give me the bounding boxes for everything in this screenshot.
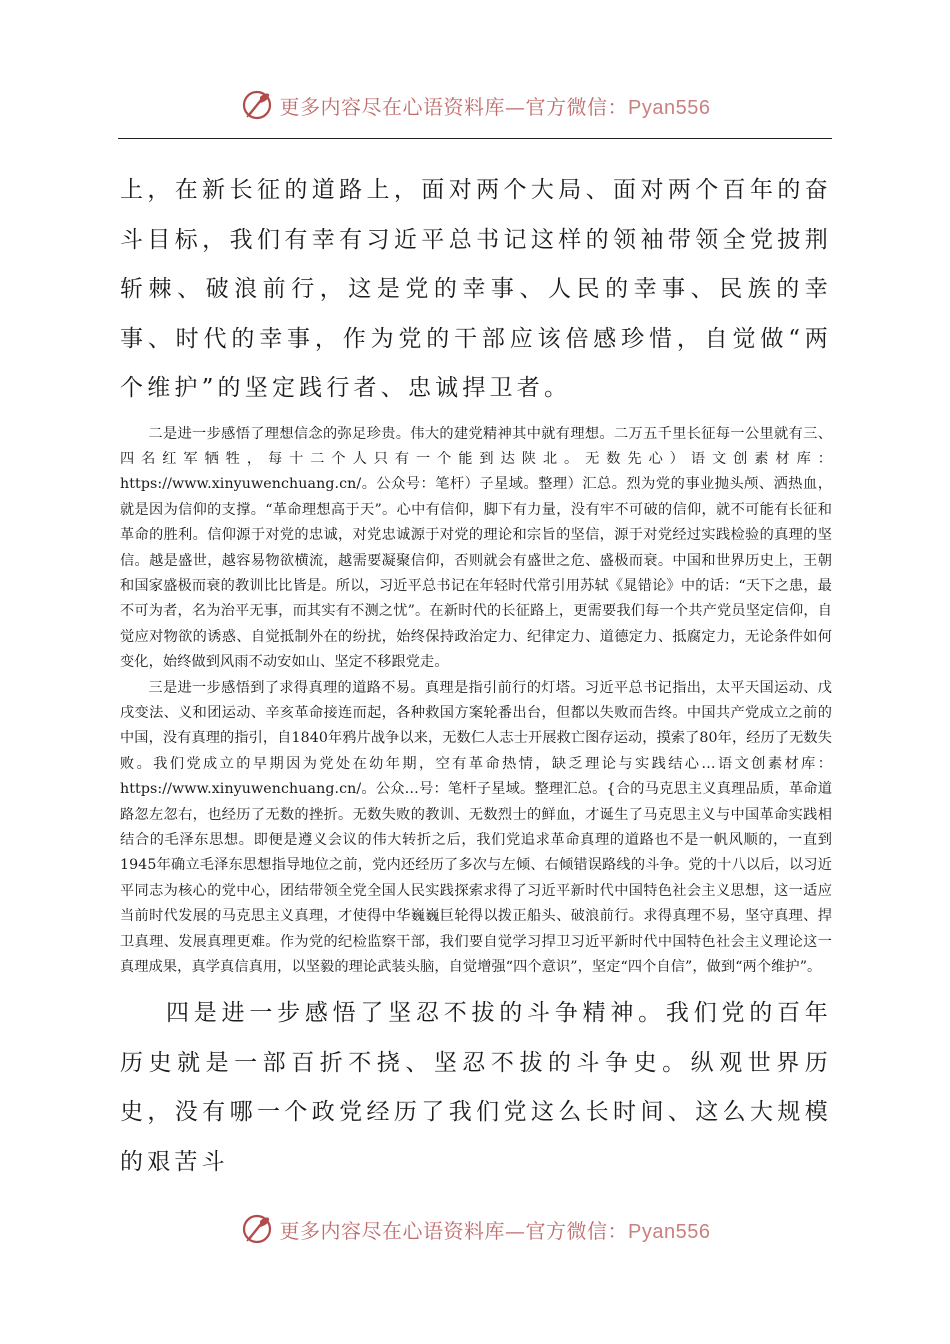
- paragraph-two: 二是进一步感悟了理想信念的弥足珍贵。伟大的建党精神其中就有理想。二万五千里长征每一公里就有三、四名红军牺牲，每十二个人只有一个能到达陕北。无数先心）语文创素材库：https://www.xinyuwenchuang.cn/。公众号：笔杆）子星域。整理）汇总。烈为党的事业抛头颅、洒热血，就是因为信仰的支撑。“革命理想高于天”。心中有信仰，脚下有力量，没有牢不可破的信仰，就不可能有长征和革命的胜利。信仰源于对党的忠诚，对党忠诚源于对党的理论和宗旨的坚信，源于对党经过实践检验的真理的坚信。越是盛世，越容易物欲横流，越需要凝聚信仰，否则就会有盛世之危、盛极而衰。中国和世界历史上，王朝和国家盛极而衰的教训比比皆是。所以，习近平总书记在年轻时代常引用苏轼《晁错论》中的话：“天下之患，最不可为者，名为治平无事，而其实有不测之忧”。在新时代的长征路上，更需要我们每一个共产党员坚定信仰，自觉应对物欲的诱惑、自觉抵制外在的纷扰，始终保持政治定力、纪律定力、道德定力、抵腐定力，无论条件如何变化，始终做到风雨不动安如山、坚定不移跟党走。: [120, 425, 832, 671]
- paragraph-intro: 上，在新长征的道路上，面对两个大局、面对两个百年的奋斗目标，我们有幸有习近平总书记这样的领袖带领全党披荆斩棘、破浪前行，这是党的幸事、人民的幸事、民族的幸事、时代的幸事，作为党的干部应该倍感珍惜，自觉做“两个维护”的坚定践行者、忠诚捍卫者。: [120, 177, 832, 401]
- header-divider: [118, 138, 832, 139]
- header-banner-text: 更多内容尽在心语资料库—官方微信：Pyan556: [279, 94, 711, 119]
- paragraph-three: 三是进一步感悟到了求得真理的道路不易。真理是指引前行的灯塔。习近平总书记指出，太平天国运动、戊戌变法、义和团运动、辛亥革命接连而起，各种救国方案轮番出台，但都以失败而告终。中国共产党成立之前的中国，没有真理的指引，自1840年鸦片战争以来，无数仁人志士开展救亡图存运动，摸索了80年，经历了无数失败。我们党成立的早期因为党处在幼年期，空有革命热情，缺乏理论与实践结心…语文创素材库：https://www.xinyuwenchuang.cn/。公众…号：笔杆子星域。整理汇总。{合的马克思主义真理品质，革命道路忽左忽右，也经历了无数的挫折。无数失败的教训、无数烈士的鲜血，才诞生了马克思主义与中国革命实践相结合的毛泽东思想。即便是遵义会议的伟大转折之后，我们党追求革命真理的道路也不是一帆风顺的，一直到1945年确立毛泽东思想指导地位之前，党内还经历了多次与左倾、右倾错误路线的斗争。党的十八以后，以习近平同志为核心的党中心，团结带领全党全国人民实践探索求得了习近平新时代中国特色社会主义思想，这一适应当前时代发展的马克思主义真理，才使得中华巍巍巨轮得以拨正船头、破浪前行。求得真理不易，坚守真理、捍卫真理、发展真理更难。作为党的纪检监察干部，我们要自觉学习捍卫习近平新时代中国特色社会主义理论这一真理成果，真学真信真用，以坚毅的理论武装头脑，自觉增强“四个意识”，坚定“四个自信”，做到“两个维护”。: [120, 679, 832, 976]
- quill-logo-icon: [240, 1212, 274, 1246]
- footer-wechat-id: Pyan556: [628, 1220, 711, 1243]
- footer-banner: [0, 1207, 950, 1251]
- paragraph-four: 四是进一步感悟了坚忍不拔的斗争精神。我们党的百年历史就是一部百折不挠、坚忍不拔的斗争史。纵观世界历史，没有哪一个政党经历了我们党这么长时间、这么大规模的艰苦斗: [120, 1000, 832, 1175]
- footer-banner-text: 更多内容尽在心语资料库—官方微信：Pyan556: [279, 1218, 711, 1243]
- quill-logo-icon: [240, 88, 274, 122]
- document-body: [120, 166, 832, 1187]
- header-wechat-id: Pyan556: [628, 96, 711, 119]
- header-banner: [0, 83, 950, 127]
